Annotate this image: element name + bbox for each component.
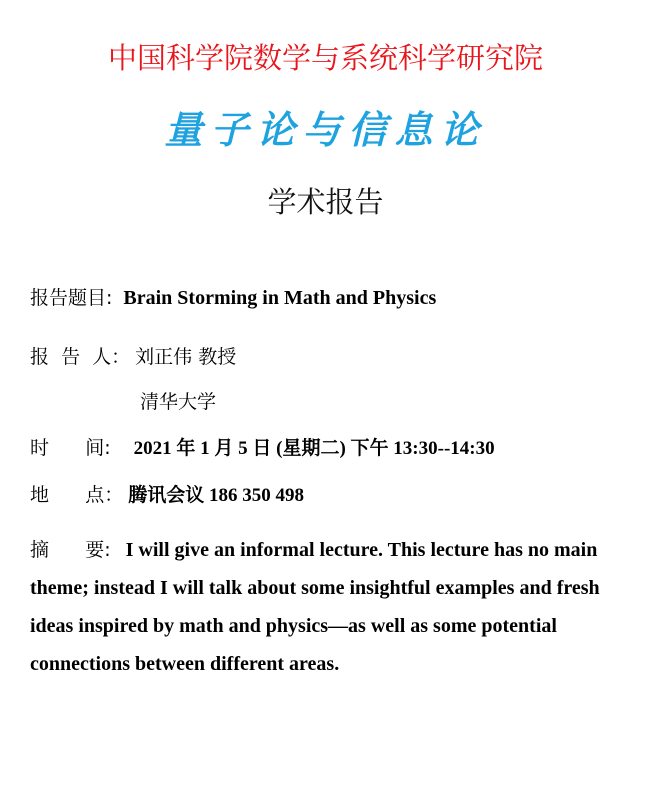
event-type-heading: 学术报告 bbox=[267, 185, 384, 219]
speaker-affiliation: 清华大学 bbox=[140, 391, 217, 413]
speaker-row bbox=[30, 344, 236, 370]
abstract-label: 摘 要: bbox=[30, 539, 111, 561]
talk-title: Brain Storming in Math and Physics bbox=[123, 287, 437, 309]
abstract-block bbox=[30, 531, 625, 683]
institution-title: 中国科学院数学与系统科学研究院 bbox=[107, 41, 543, 75]
abstract-text: I will give an informal lecture. This lecture has no main theme; instead I will talk about some insightful examples and fresh ideas inspired by math and physics—as well as some potential connections between different areas. bbox=[30, 539, 600, 675]
speaker-name: 刘正伟 教授 bbox=[135, 346, 237, 368]
time-row bbox=[30, 435, 495, 462]
seminar-series-title: 量子论与信息论 bbox=[164, 108, 487, 152]
speaker-label: 报 告 人： bbox=[30, 346, 131, 368]
place-label: 地 点： bbox=[30, 484, 124, 506]
talk-title-label: 报告题目: bbox=[30, 287, 113, 309]
talk-place: 腾讯会议 186 350 498 bbox=[128, 485, 305, 506]
time-label: 时 间: bbox=[30, 437, 111, 459]
talk-time: 2021 年 1 月 5 日 (星期二) 下午 13:30--14:30 bbox=[133, 438, 495, 459]
place-row bbox=[30, 482, 304, 509]
affiliation-row bbox=[140, 389, 216, 415]
talk-title-row bbox=[30, 285, 436, 311]
